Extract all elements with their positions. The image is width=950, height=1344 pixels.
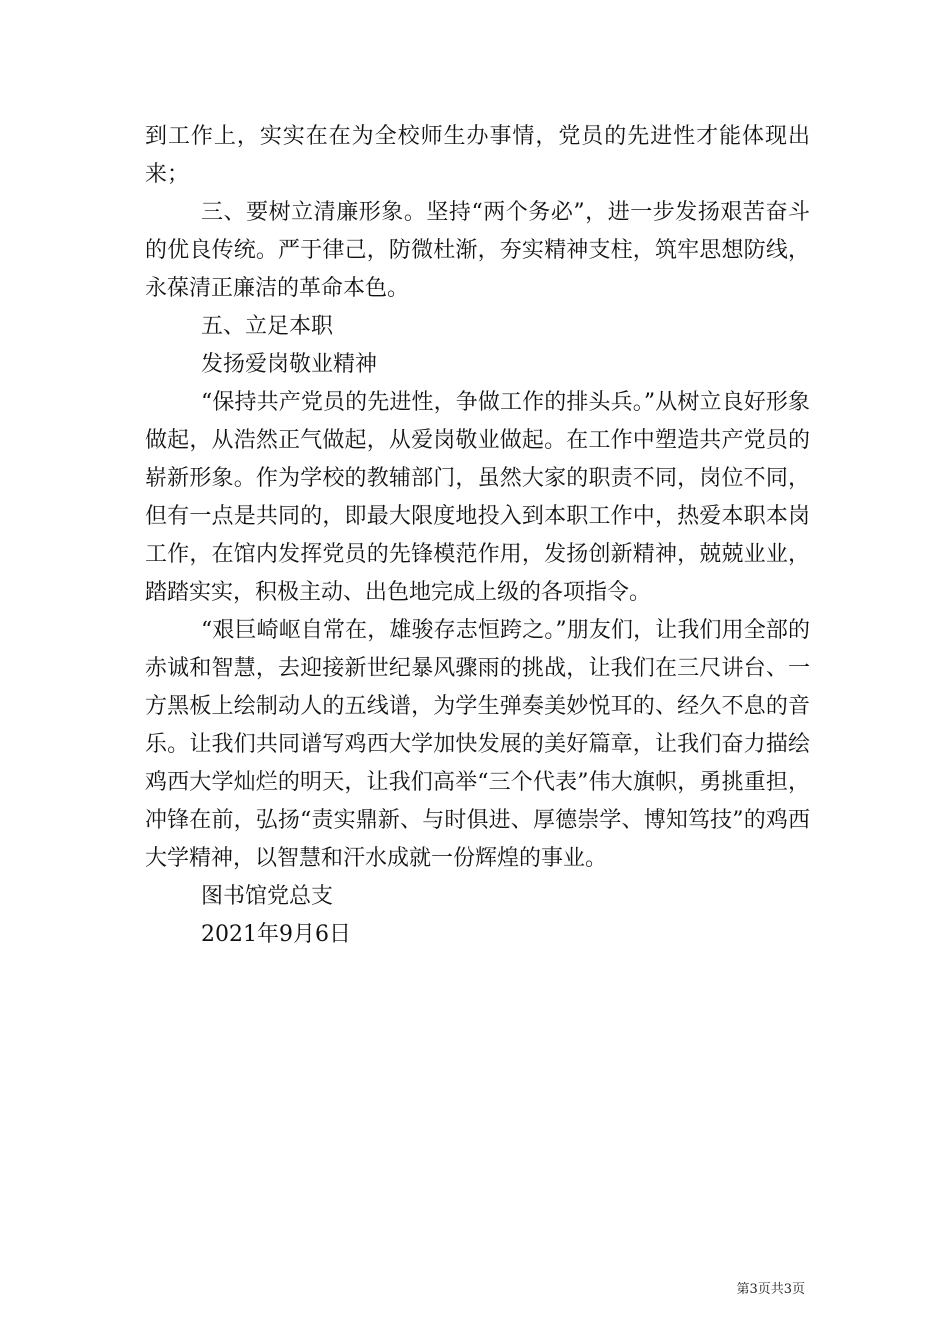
- paragraph-closing: “艰巨崎岖自常在，雄骏存志恒跨之。”朋友们，让我们用全部的赤诚和智慧，去迎接新世纪暴风骤雨的挑战，让我们在三尺讲台、一方黑板上绘制动人的五线谱，为学生弹奏美妙悦耳的、经久不息的音乐。让我们共同谱写鸡西大学加快发展的美好篇章，让我们奋力描绘鸡西大学灿烂的明天，让我们高举“三个代表”伟大旗帜，勇挑重担，冲锋在前，弘扬“责实鼎新、与时俱进、厚德崇学、博知笃技”的鸡西大学精神，以智慧和汗水成就一份辉煌的事业。: [145, 618, 810, 871]
- section-subheading: 发扬爱岗敬业精神: [201, 352, 378, 377]
- paragraph-role-model: “保持共产党员的先进性，争做工作的排头兵。”从树立良好形象做起，从浩然正气做起，从爱岗敬业做起。在工作中塑造共产党员的崭新形象。作为学校的教辅部门，虽然大家的职责不同，岗位不同，但有一点是共同的，即最大限度地投入到本职工作中，热爱本职本岗工作，在馆内发挥党员的先锋模范作用，发扬创新精神，兢兢业业，踏踏实实，积极主动、出色地完成上级的各项指令。: [145, 390, 810, 605]
- page-number-footer: 第3页共3页: [736, 1282, 805, 1297]
- section-heading-five: 五、立足本职: [201, 314, 334, 339]
- document-body: [145, 118, 810, 954]
- paragraph-continuation: 到工作上，实实在在为全校师生办事情，党员的先进性才能体现出来；: [145, 124, 810, 187]
- signature-organization: 图书馆党总支: [201, 884, 334, 909]
- paragraph-section-three: 三、要树立清廉形象。坚持“两个务必”，进一步发扬艰苦奋斗的优良传统。严于律己，防微杜渐，夯实精神支柱，筑牢思想防线，永葆清正廉洁的革命本色。: [145, 200, 810, 301]
- signature-date: 2021年9月6日: [201, 922, 351, 947]
